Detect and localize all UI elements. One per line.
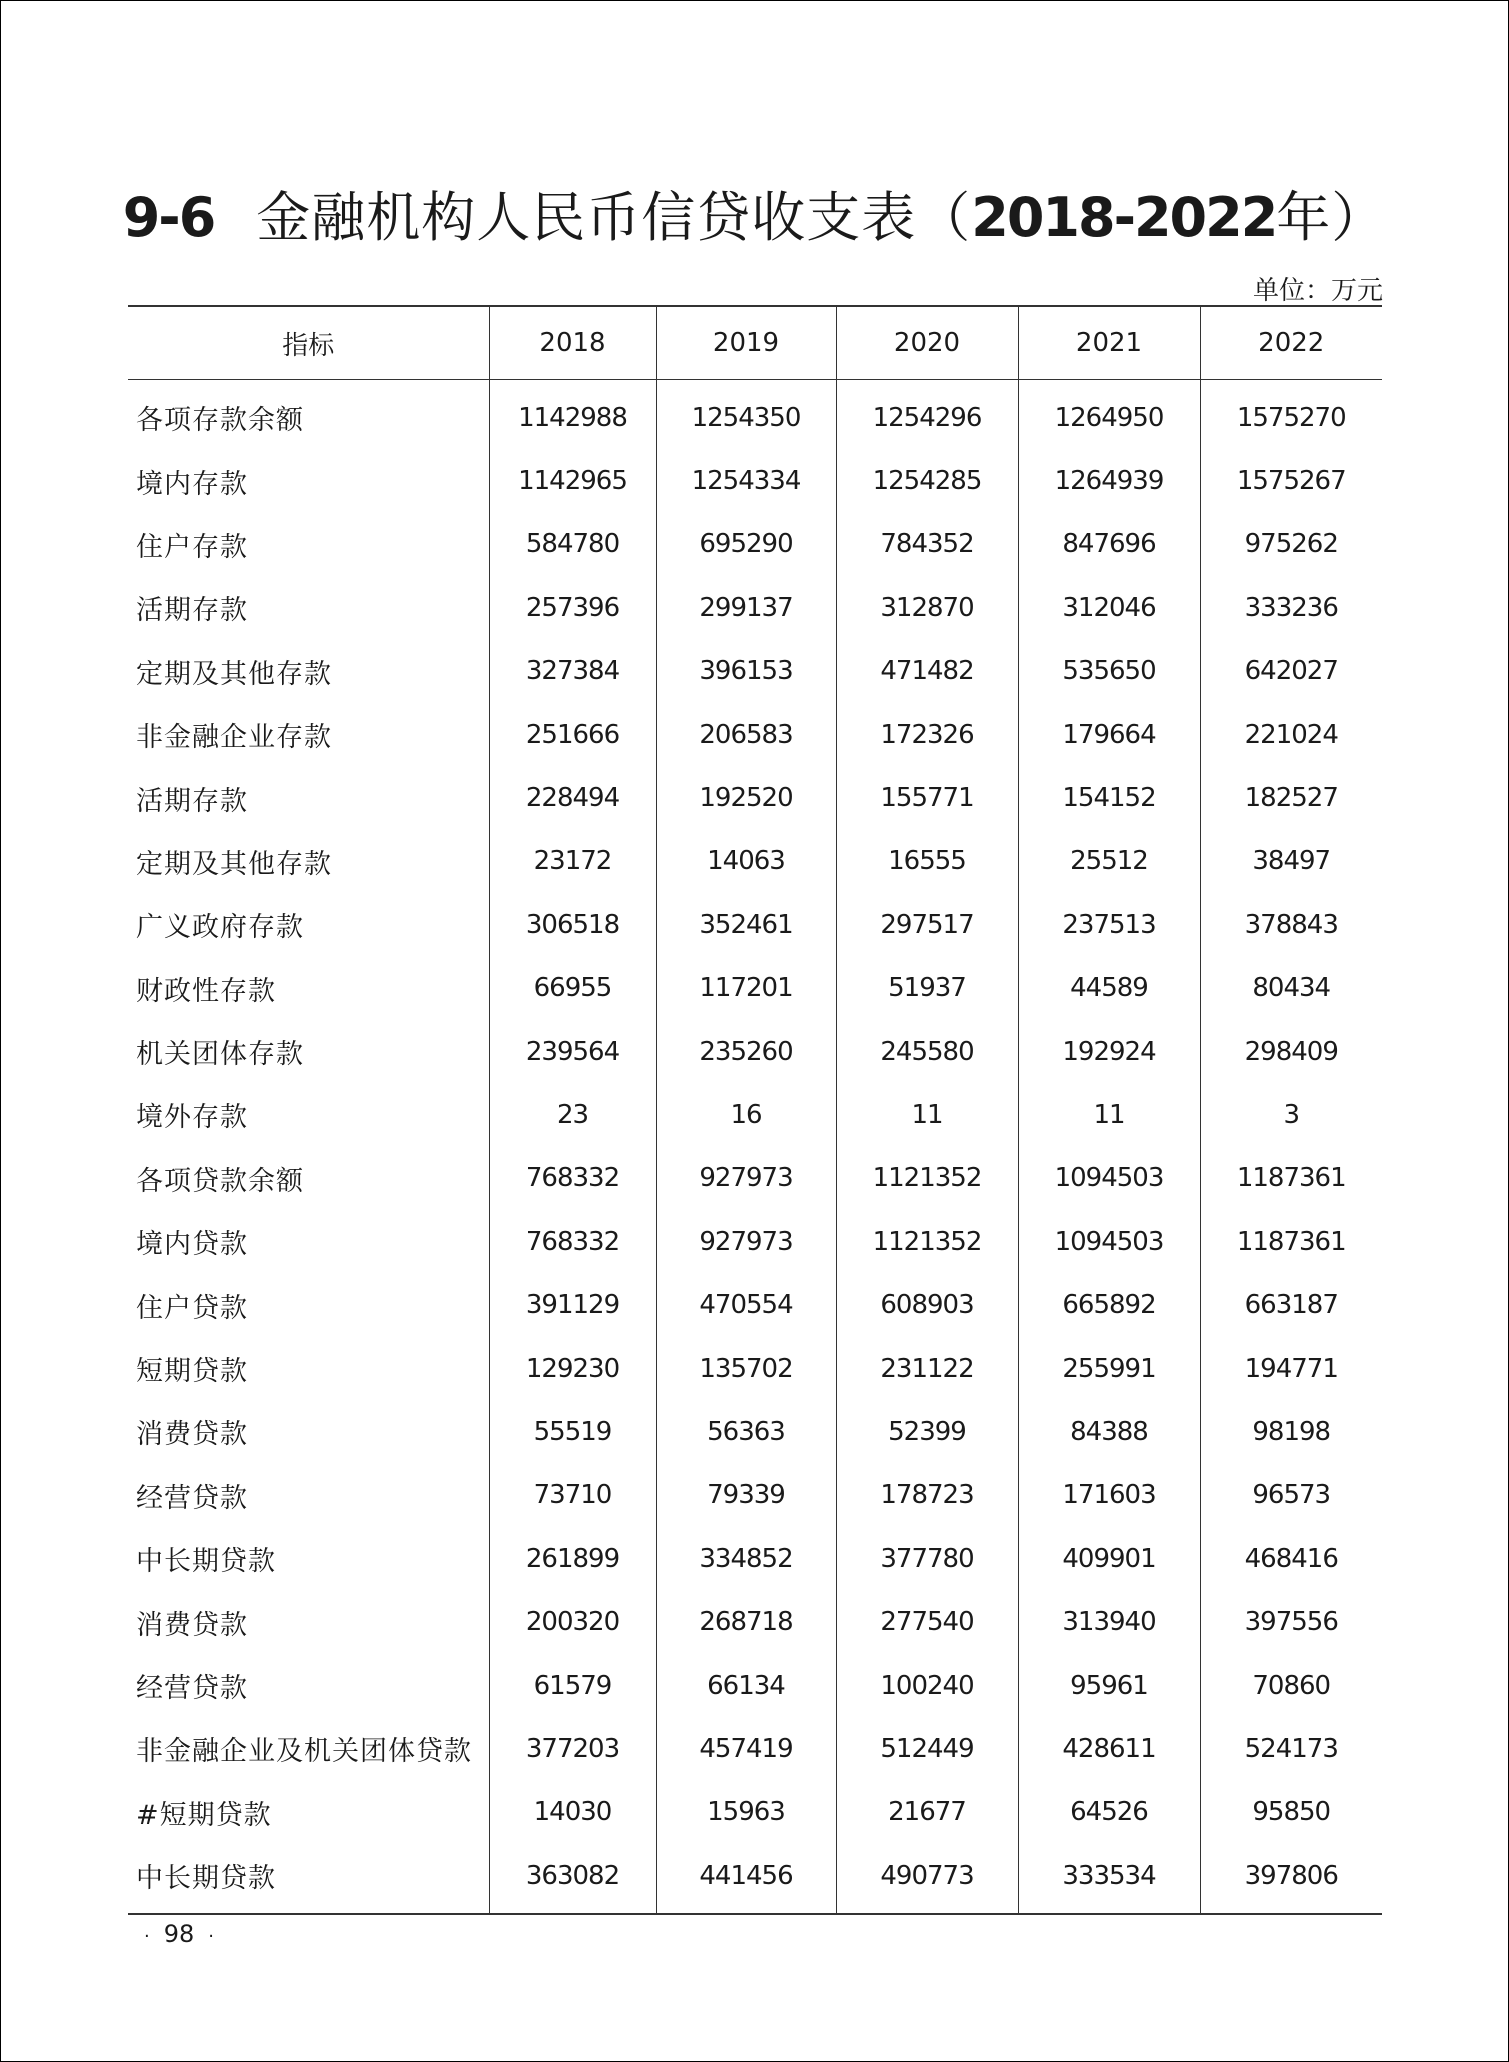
row-label: 机关团体存款	[136, 1039, 304, 1071]
cell-value: 1187361	[1200, 1147, 1382, 1210]
cell-value: 55519	[489, 1400, 656, 1463]
cell-value: 768332	[489, 1210, 656, 1273]
table-row	[128, 1527, 1382, 1590]
table-row	[128, 957, 1382, 1020]
cell-value: 135702	[656, 1337, 836, 1400]
column-header-year: 2022	[1200, 306, 1382, 380]
cell-value: 297517	[836, 893, 1018, 956]
row-label: 境内贷款	[136, 1229, 248, 1261]
cell-value: 468416	[1200, 1527, 1382, 1590]
cell-value: 441456	[656, 1844, 836, 1914]
table-row	[128, 576, 1382, 639]
title-text: 金融机构人民币信贷收支表（	[256, 186, 972, 249]
table-row	[128, 1717, 1382, 1780]
cell-value: 1142988	[489, 380, 656, 450]
cell-value: 457419	[656, 1717, 836, 1780]
cell-value: 96573	[1200, 1464, 1382, 1527]
table-row	[128, 1654, 1382, 1717]
table-row	[128, 1464, 1382, 1527]
cell-value: 172326	[836, 703, 1018, 766]
row-label: 定期及其他存款	[136, 848, 332, 880]
cell-value: 927973	[656, 1147, 836, 1210]
cell-value: 21677	[836, 1781, 1018, 1844]
row-label: 住户存款	[136, 531, 248, 563]
cell-value: 1187361	[1200, 1210, 1382, 1273]
cell-value: 64526	[1018, 1781, 1200, 1844]
cell-value: 363082	[489, 1844, 656, 1914]
row-label: 境内存款	[136, 468, 248, 500]
row-label: 定期及其他存款	[136, 658, 332, 690]
cell-value: 1094503	[1018, 1210, 1200, 1273]
cell-value: 1142965	[489, 449, 656, 512]
page-number: 98	[163, 1920, 195, 1948]
cell-value: 409901	[1018, 1527, 1200, 1590]
cell-value: 16	[656, 1083, 836, 1146]
cell-value: 61579	[489, 1654, 656, 1717]
cell-value: 171603	[1018, 1464, 1200, 1527]
cell-value: 268718	[656, 1590, 836, 1653]
page-title	[0, 175, 1509, 252]
cell-value: 377780	[836, 1527, 1018, 1590]
unit-label: 单位：万元	[1252, 276, 1383, 306]
row-label: 活期存款	[136, 785, 248, 817]
table-row	[128, 640, 1382, 703]
cell-value: 377203	[489, 1717, 656, 1780]
cell-value: 206583	[656, 703, 836, 766]
table-row	[128, 1020, 1382, 1083]
cell-value: 261899	[489, 1527, 656, 1590]
cell-value: 1121352	[836, 1147, 1018, 1210]
cell-value: 23	[489, 1083, 656, 1146]
cell-value: 15963	[656, 1781, 836, 1844]
table-row	[128, 1210, 1382, 1273]
table-row	[128, 1844, 1382, 1914]
cell-value: 1254350	[656, 380, 836, 450]
cell-value: 66955	[489, 957, 656, 1020]
cell-value: 768332	[489, 1147, 656, 1210]
cell-value: 428611	[1018, 1717, 1200, 1780]
row-label: 非金融企业存款	[136, 722, 332, 754]
cell-value: 312046	[1018, 576, 1200, 639]
cell-value: 512449	[836, 1717, 1018, 1780]
cell-value: 1094503	[1018, 1147, 1200, 1210]
cell-value: 397806	[1200, 1844, 1382, 1914]
cell-value: 524173	[1200, 1717, 1382, 1780]
cell-value: 95850	[1200, 1781, 1382, 1844]
cell-value: 665892	[1018, 1273, 1200, 1336]
cell-value: 237513	[1018, 893, 1200, 956]
cell-value: 38497	[1200, 830, 1382, 893]
footer-dot-right: ·	[208, 1926, 215, 1947]
cell-value: 221024	[1200, 703, 1382, 766]
row-label: 中长期贷款	[136, 1546, 276, 1578]
column-header-year: 2019	[656, 306, 836, 380]
cell-value: 608903	[836, 1273, 1018, 1336]
cell-value: 298409	[1200, 1020, 1382, 1083]
table-row	[128, 1083, 1382, 1146]
cell-value: 1575267	[1200, 449, 1382, 512]
cell-value: 847696	[1018, 513, 1200, 576]
cell-value: 95961	[1018, 1654, 1200, 1717]
cell-value: 396153	[656, 640, 836, 703]
cell-value: 397556	[1200, 1590, 1382, 1653]
row-label: 经营贷款	[136, 1482, 248, 1514]
cell-value: 80434	[1200, 957, 1382, 1020]
table-row	[128, 830, 1382, 893]
row-label: 境外存款	[136, 1102, 248, 1134]
cell-value: 535650	[1018, 640, 1200, 703]
table-row	[128, 1147, 1382, 1210]
row-label: 活期存款	[136, 595, 248, 627]
table-row	[128, 703, 1382, 766]
cell-value: 14030	[489, 1781, 656, 1844]
row-label: 消费贷款	[136, 1419, 248, 1451]
table-row	[128, 766, 1382, 829]
cell-value: 299137	[656, 576, 836, 639]
table-row	[128, 1273, 1382, 1336]
cell-value: 117201	[656, 957, 836, 1020]
row-label: 经营贷款	[136, 1673, 248, 1704]
column-header-indicator: 指标	[128, 306, 489, 380]
row-label: #短期贷款	[136, 1799, 272, 1831]
table-row	[128, 1590, 1382, 1653]
cell-value: 179664	[1018, 703, 1200, 766]
cell-value: 1121352	[836, 1210, 1018, 1273]
cell-value: 100240	[836, 1654, 1018, 1717]
credit-table	[128, 305, 1382, 1915]
cell-value: 192520	[656, 766, 836, 829]
cell-value: 44589	[1018, 957, 1200, 1020]
cell-value: 52399	[836, 1400, 1018, 1463]
cell-value: 23172	[489, 830, 656, 893]
title-years: 2018-2022	[971, 186, 1277, 249]
cell-value: 70860	[1200, 1654, 1382, 1717]
table-row	[128, 893, 1382, 956]
table-row	[128, 1781, 1382, 1844]
cell-value: 927973	[656, 1210, 836, 1273]
row-label: 住户贷款	[136, 1292, 248, 1324]
row-label: 短期贷款	[136, 1356, 248, 1388]
cell-value: 470554	[656, 1273, 836, 1336]
cell-value: 333534	[1018, 1844, 1200, 1914]
cell-value: 228494	[489, 766, 656, 829]
row-label: 各项存款余额	[136, 405, 304, 437]
cell-value: 11	[1018, 1083, 1200, 1146]
cell-value: 334852	[656, 1527, 836, 1590]
cell-value: 695290	[656, 513, 836, 576]
cell-value: 306518	[489, 893, 656, 956]
cell-value: 182527	[1200, 766, 1382, 829]
cell-value: 312870	[836, 576, 1018, 639]
cell-value: 642027	[1200, 640, 1382, 703]
cell-value: 333236	[1200, 576, 1382, 639]
cell-value: 25512	[1018, 830, 1200, 893]
cell-value: 178723	[836, 1464, 1018, 1527]
cell-value: 194771	[1200, 1337, 1382, 1400]
table-row	[128, 513, 1382, 576]
cell-value: 471482	[836, 640, 1018, 703]
table-row	[128, 1400, 1382, 1463]
cell-value: 154152	[1018, 766, 1200, 829]
row-label: 财政性存款	[136, 975, 276, 1007]
cell-value: 1264950	[1018, 380, 1200, 450]
column-header-year: 2018	[489, 306, 656, 380]
table-row	[128, 449, 1382, 512]
cell-value: 245580	[836, 1020, 1018, 1083]
cell-value: 1264939	[1018, 449, 1200, 512]
cell-value: 98198	[1200, 1400, 1382, 1463]
cell-value: 255991	[1018, 1337, 1200, 1400]
cell-value: 51937	[836, 957, 1018, 1020]
cell-value: 155771	[836, 766, 1018, 829]
row-label: 广义政府存款	[136, 912, 304, 944]
cell-value: 663187	[1200, 1273, 1382, 1336]
cell-value: 235260	[656, 1020, 836, 1083]
column-header-year: 2021	[1018, 306, 1200, 380]
row-label: 消费贷款	[136, 1609, 248, 1641]
cell-value: 79339	[656, 1464, 836, 1527]
cell-value: 1254296	[836, 380, 1018, 450]
cell-value: 129230	[489, 1337, 656, 1400]
cell-value: 192924	[1018, 1020, 1200, 1083]
cell-value: 1254285	[836, 449, 1018, 512]
cell-value: 66134	[656, 1654, 836, 1717]
cell-value: 391129	[489, 1273, 656, 1336]
row-label: 各项贷款余额	[136, 1165, 304, 1197]
table-row	[128, 380, 1382, 450]
row-label: 非金融企业及机关团体贷款	[136, 1736, 472, 1768]
column-header-year: 2020	[836, 306, 1018, 380]
cell-value: 784352	[836, 513, 1018, 576]
cell-value: 490773	[836, 1844, 1018, 1914]
cell-value: 257396	[489, 576, 656, 639]
cell-value: 1254334	[656, 449, 836, 512]
cell-value: 14063	[656, 830, 836, 893]
cell-value: 3	[1200, 1083, 1382, 1146]
cell-value: 73710	[489, 1464, 656, 1527]
cell-value: 313940	[1018, 1590, 1200, 1653]
table-row	[128, 1337, 1382, 1400]
cell-value: 231122	[836, 1337, 1018, 1400]
table-body	[128, 380, 1382, 1915]
header-row	[128, 306, 1382, 380]
cell-value: 378843	[1200, 893, 1382, 956]
cell-value: 56363	[656, 1400, 836, 1463]
page-footer	[130, 1920, 228, 1948]
cell-value: 11	[836, 1083, 1018, 1146]
row-label: 中长期贷款	[136, 1863, 276, 1895]
cell-value: 277540	[836, 1590, 1018, 1653]
title-suffix: 年）	[1276, 186, 1387, 249]
cell-value: 327384	[489, 640, 656, 703]
cell-value: 584780	[489, 513, 656, 576]
cell-value: 200320	[489, 1590, 656, 1653]
cell-value: 352461	[656, 893, 836, 956]
cell-value: 251666	[489, 703, 656, 766]
cell-value: 975262	[1200, 513, 1382, 576]
cell-value: 239564	[489, 1020, 656, 1083]
cell-value: 1575270	[1200, 380, 1382, 450]
cell-value: 84388	[1018, 1400, 1200, 1463]
table-number: 9-6	[122, 186, 215, 249]
footer-dot-left: ·	[144, 1926, 150, 1947]
cell-value: 16555	[836, 830, 1018, 893]
